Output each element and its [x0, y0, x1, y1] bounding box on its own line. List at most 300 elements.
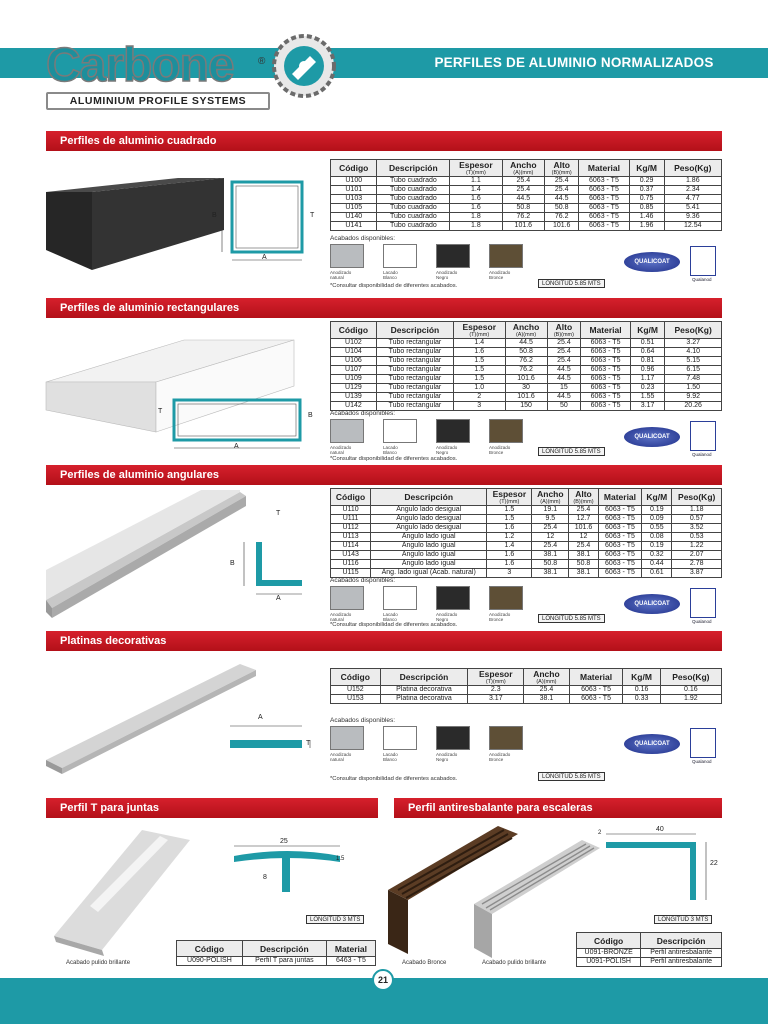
finish-swatch [489, 244, 523, 268]
col-peso: Peso(Kg) [664, 160, 721, 177]
table-cell: 6063 - T5 [579, 222, 629, 231]
table-cell: U110 [331, 506, 371, 515]
table-cell: Tubo rectangular [376, 393, 453, 402]
table-cell: 1.5 [453, 375, 505, 384]
table-cell: 2.07 [672, 551, 722, 560]
table-cell: 0.19 [642, 506, 672, 515]
table-row [331, 357, 722, 366]
qualanod-label: Qualanod [692, 277, 712, 282]
page-title: PERFILES DE ALUMINIO NORMALIZADOS [434, 55, 714, 70]
table-cell: 1.5 [487, 506, 532, 515]
table-cell: 3.17 [630, 402, 664, 411]
table-cell: 15 [547, 384, 581, 393]
table-cell: 38.1 [532, 569, 569, 578]
table-cell: 0.44 [642, 560, 672, 569]
finish-swatch-label: Anodizado natural [330, 612, 352, 622]
qualanod-logo [690, 421, 716, 451]
table-perfil-t: Código Descripción Material U090-POLISH Perfil T para juntas 6463 - T5 [176, 940, 376, 966]
section-title-angulares: Perfiles de aluminio angulares [46, 465, 722, 485]
table-cell: U104 [331, 348, 377, 357]
dim-a-label: A [262, 254, 267, 261]
table-cell: 38.1 [569, 569, 598, 578]
finish-swatch [330, 244, 364, 268]
table-cell: 1.50 [665, 384, 722, 393]
table-cell: Angulo lado igual [371, 551, 487, 560]
table-cell: 1.4 [450, 186, 502, 195]
table-cell: U103 [331, 195, 377, 204]
table-cell: 6063 - T5 [598, 524, 641, 533]
table-cell: 25.4 [532, 524, 569, 533]
table-cell: Angulo lado igual [371, 560, 487, 569]
table-cell: U129 [331, 384, 377, 393]
table-cell: 6063 - T5 [581, 393, 631, 402]
finish-swatch [383, 586, 417, 610]
table-cell: 6063 - T5 [569, 695, 623, 704]
table-cell: U091-BRONZE [577, 949, 641, 958]
table-cell: 0.75 [629, 195, 664, 204]
table-cell: 1.17 [630, 375, 664, 384]
table-platinas: Código Descripción Espesor (T)(mm) Ancho (A)(mm) Material Kg/M Peso(Kg) U152 Platina decorativa 2.3 25.4 6063 - T5 0.16 0.16 U153 Platina decorativa 3.17 38.1 6063 - T5 0.33 1.92 [330, 668, 722, 704]
table-cell: Tubo cuadrado [377, 213, 450, 222]
table-cell: 30 [505, 384, 547, 393]
table-cell: 1.4 [453, 339, 505, 348]
nosing-dim-height: 22 [710, 860, 718, 867]
table-cell: 0.96 [630, 366, 664, 375]
table-cell: 1.5 [487, 515, 532, 524]
finish-swatch-label: Anodizado natural [330, 270, 352, 280]
table-cell: 0.29 [629, 177, 664, 186]
table-cell: 6063 - T5 [598, 533, 641, 542]
acabados-label: Acabados disponibles: [330, 717, 396, 724]
table-cell: 5.15 [665, 357, 722, 366]
table-cell: 1.4 [487, 542, 532, 551]
finish-swatch [489, 586, 523, 610]
table-cell: U140 [331, 213, 377, 222]
table-cell: 6063 - T5 [581, 348, 631, 357]
table-cell: 1.22 [672, 542, 722, 551]
table-cell: 3 [453, 402, 505, 411]
col-descripcion: Descripción [377, 160, 450, 177]
stair-nosing-image [386, 824, 604, 964]
longitud-badge: LONGITUD 5.85 MTS [538, 772, 605, 781]
section-title-perfil-t: Perfil T para juntas [46, 798, 378, 818]
table-cell: 44.5 [547, 375, 581, 384]
table-cell: U106 [331, 357, 377, 366]
table-cell: U152 [331, 686, 381, 695]
table-rectangulares: Código Descripción Espesor (T)(mm) Ancho (A)(mm) Alto (B)(mm) Material Kg/M Peso(Kg) U102 Tubo rectangular 1.4 44.5 25.4 6063 - T5 0.51 3.27 U104 Tubo rectangular 1.6 50.8 25.4 6063 - T5 0.64 4.10 U106 Tubo rectangular 1.5 76.2 25.4 6063 - T5 0.81 5.15 U107 Tubo rectangular 1.5 76.2 44.5 6063 - T5 0.96 6.15 U109 Tubo rectangular 1.5 101.6 44.5 6063 - T5 1.17 7.48 U129 Tubo rectangular 1.0 30 15 6063 - T5 0.23 1.50 U139 Tubo rectangular 2 101.6 44.5 6063 - T5 1.55 9.92 U142 Tubo rectangular 3 150 50 6063 - T5 3.17 20.26 [330, 321, 722, 411]
t-dim-height: 8 [263, 874, 267, 881]
table-cell: 6063 - T5 [581, 375, 631, 384]
table-cell: 38.1 [524, 695, 570, 704]
table-cell: 2.34 [664, 186, 721, 195]
finish-swatch [383, 419, 417, 443]
table-cell: 1.6 [450, 204, 502, 213]
table-cell: 25.4 [502, 177, 545, 186]
qualicoat-logo: QUALICOAT [624, 594, 680, 614]
t-dim-thickness: 1.5 [336, 856, 345, 862]
table-cell: 101.6 [569, 524, 598, 533]
table-cell: Perfil antiresbalante [641, 949, 722, 958]
col-material: Material [579, 160, 629, 177]
table-cell: 6063 - T5 [579, 186, 629, 195]
table-cell: U111 [331, 515, 371, 524]
table-cell: 1.46 [629, 213, 664, 222]
table-row [331, 533, 722, 542]
qualanod-logo [690, 246, 716, 276]
table-cell: 1.8 [450, 222, 502, 231]
logo-subtitle: ALUMINIUM PROFILE SYSTEMS [69, 95, 247, 107]
table-cell: 0.37 [629, 186, 664, 195]
qualicoat-logo: QUALICOAT [624, 427, 680, 447]
table-cell: 50 [547, 402, 581, 411]
table-row [331, 366, 722, 375]
finish-swatch-label: Lacado Blanco [383, 270, 398, 280]
table-cell: 76.2 [505, 366, 547, 375]
table-cell: 0.33 [623, 695, 660, 704]
table-cell: 25.4 [547, 357, 581, 366]
table-cell: 12.7 [569, 515, 598, 524]
longitud-badge: LONGITUD 5.85 MTS [538, 614, 605, 623]
caption-pulido: Acabado pulido brillante [66, 960, 131, 966]
table-cell: Angulo lado desigual [371, 506, 487, 515]
table-cell: 6063 - T5 [579, 195, 629, 204]
table-cell: 1.96 [629, 222, 664, 231]
table-cell: Tubo cuadrado [377, 204, 450, 213]
finish-swatch [436, 586, 470, 610]
table-cell: 0.09 [642, 515, 672, 524]
table-cell: Platina decorativa [380, 686, 468, 695]
table-cell: U105 [331, 204, 377, 213]
qualanod-label: Qualanod [692, 759, 712, 764]
table-cell: Tubo cuadrado [377, 186, 450, 195]
table-cell: 2.78 [672, 560, 722, 569]
table-cell: 25.4 [547, 348, 581, 357]
col-ancho: Ancho (A)(mm) [502, 160, 545, 177]
table-cell: 0.85 [629, 204, 664, 213]
table-cell: U112 [331, 524, 371, 533]
table-antiresbalante: Código Descripción U091-BRONZE Perfil antiresbalante U091-POLISH Perfil antiresbalante [576, 932, 722, 967]
table-row [331, 213, 722, 222]
table-cell: U116 [331, 560, 371, 569]
longitud-badge: LONGITUD 5.85 MTS [538, 279, 605, 288]
longitud-badge-nosing: LONGITUD 3 MTS [654, 915, 712, 924]
qualicoat-logo: QUALICOAT [624, 252, 680, 272]
table-row [331, 551, 722, 560]
table-cell: 0.61 [642, 569, 672, 578]
finish-swatch-label: Lacado Blanco [383, 612, 398, 622]
table-cell: 1.92 [660, 695, 721, 704]
finish-swatch-label: Anodizado Negro [436, 612, 458, 622]
section-title-rectangulares: Perfiles de aluminio rectangulares [46, 298, 722, 318]
table-cell: 44.5 [547, 393, 581, 402]
table-row [331, 695, 722, 704]
table-cell: Angulo lado igual [371, 542, 487, 551]
finish-swatch-label: Anodizado Bronce [489, 612, 511, 622]
table-cell: 25.4 [502, 186, 545, 195]
table-cell: 5.41 [664, 204, 721, 213]
table-cell: 1.0 [453, 384, 505, 393]
table-cell: 1.55 [630, 393, 664, 402]
nosing-dim-width: 40 [656, 826, 664, 833]
table-cell: U100 [331, 177, 377, 186]
table-cell: U141 [331, 222, 377, 231]
table-cell: 6063 - T5 [581, 402, 631, 411]
dim-t-label: T [276, 510, 281, 517]
table-cell: 4.10 [665, 348, 722, 357]
dim-b-label: B [230, 560, 235, 567]
table-cell: 0.23 [630, 384, 664, 393]
table-cell: U101 [331, 186, 377, 195]
table-cell: Tubo cuadrado [377, 177, 450, 186]
table-cell: 0.53 [672, 533, 722, 542]
table-cell: 0.16 [660, 686, 721, 695]
availability-note: *Consultar disponibilidad de diferentes acabados. [330, 776, 458, 782]
dim-a-label: A [234, 443, 239, 450]
table-cell: 1.8 [450, 213, 502, 222]
table-cell: 2.3 [468, 686, 524, 695]
longitud-badge: LONGITUD 5.85 MTS [538, 447, 605, 456]
table-cell: 6063 - T5 [598, 542, 641, 551]
table-angulares: Código Descripción Espesor (T)(mm) Ancho (A)(mm) Alto (B)(mm) Material Kg/M Peso(Kg) U110 Angulo lado desigual 1.5 19.1 25.4 6063 - T5 0.19 1.18 U111 Angulo lado desigual 1.5 9.5 12.7 6063 - T5 0.09 0.57 U112 Angulo lado desigual 1.6 25.4 101.6 6063 - T5 0.55 3.52 U113 Angulo lado igual 1.2 12 12 6063 - T5 0.08 0.53 U114 Angulo lado igual 1.4 25.4 25.4 6063 - T5 0.19 1.22 U143 Angulo lado igual 1.6 38.1 38.1 6063 - T5 0.32 2.07 U116 Angulo lado igual 1.6 50.8 50.8 6063 - T5 0.44 2.78 U115 Ang. lado igual (Acab. natural) 3 38.1 38.1 6063 - T5 0.61 3.87 [330, 488, 722, 578]
table-cell: 3.52 [672, 524, 722, 533]
table-cell: 38.1 [532, 551, 569, 560]
caption-bronce: Acabado Bronce [402, 960, 447, 966]
col-espesor: Espesor (T)(mm) [450, 160, 502, 177]
table-cell: Platina decorativa [380, 695, 468, 704]
finish-swatch [383, 244, 417, 268]
table-cell: 25.4 [569, 542, 598, 551]
table-cell: 6063 - T5 [598, 560, 641, 569]
table-cell: 6063 - T5 [579, 177, 629, 186]
col-alto: Alto (B)(mm) [545, 160, 579, 177]
table-row [331, 515, 722, 524]
table-cell: 25.4 [532, 542, 569, 551]
dim-t-label: T [310, 212, 315, 219]
table-cell: Tubo rectangular [376, 375, 453, 384]
table-cell: 1.18 [672, 506, 722, 515]
saw-blade-icon [268, 30, 340, 102]
table-cell: 6063 - T5 [581, 339, 631, 348]
table-cell: U153 [331, 695, 381, 704]
finish-swatch [436, 244, 470, 268]
brand-logo: Carbone [46, 39, 234, 92]
table-cell: U109 [331, 375, 377, 384]
table-row [331, 560, 722, 569]
finish-swatch-label: Anodizado natural [330, 445, 352, 455]
table-cell: 0.55 [642, 524, 672, 533]
table-cell: U114 [331, 542, 371, 551]
table-cell: Tubo rectangular [376, 357, 453, 366]
table-cell: Perfil T para juntas [242, 957, 326, 966]
finish-swatch [436, 419, 470, 443]
table-cell: 4.77 [664, 195, 721, 204]
table-row [331, 524, 722, 533]
section-title-cuadrado: Perfiles de aluminio cuadrado [46, 131, 722, 151]
table-cell: 0.19 [642, 542, 672, 551]
finish-swatch-label: Anodizado Bronce [489, 270, 511, 280]
table-row [331, 542, 722, 551]
table-cell: 6063 - T5 [598, 551, 641, 560]
longitud-badge-t: LONGITUD 3 MTS [306, 915, 364, 924]
angle-profile-image [44, 490, 314, 620]
table-row [331, 177, 722, 186]
table-cell: 44.5 [545, 195, 579, 204]
table-cell: Tubo cuadrado [377, 222, 450, 231]
table-cell: 0.64 [630, 348, 664, 357]
col-codigo: Código [331, 160, 377, 177]
table-cell: 12.54 [664, 222, 721, 231]
table-cell: 3.17 [468, 695, 524, 704]
table-cell: 1.6 [487, 524, 532, 533]
table-cell: 1.5 [453, 366, 505, 375]
table-cell: 1.6 [487, 560, 532, 569]
dim-a-label: A [258, 714, 263, 721]
table-cell: 25.4 [569, 506, 598, 515]
table-cell: 76.2 [545, 213, 579, 222]
table-cell: U090-POLISH [177, 957, 243, 966]
table-cell: U143 [331, 551, 371, 560]
finish-swatch [489, 726, 523, 750]
table-cell: 6463 - T5 [326, 957, 375, 966]
finish-swatch-label: Anodizado Negro [436, 270, 458, 280]
finish-swatch [436, 726, 470, 750]
table-cell: Perfil antiresbalante [641, 958, 722, 967]
dim-t-label: T [306, 740, 311, 747]
table-cell: 101.6 [505, 393, 547, 402]
table-cell: 6063 - T5 [579, 204, 629, 213]
section-title-platinas: Platinas decorativas [46, 631, 722, 651]
square-tube-image [44, 170, 314, 270]
nosing-dim-thickness: 2 [598, 830, 602, 836]
table-row [331, 506, 722, 515]
finish-swatch-label: Anodizado Bronce [489, 445, 511, 455]
table-cell: 76.2 [505, 357, 547, 366]
table-cell: 6063 - T5 [581, 357, 631, 366]
acabados-label: Acabados disponibles: [330, 235, 396, 242]
table-cuadrado [330, 159, 722, 231]
table-cell: 19.1 [532, 506, 569, 515]
flat-bar-image [44, 660, 324, 780]
table-cell: 150 [505, 402, 547, 411]
table-cell: Tubo cuadrado [377, 195, 450, 204]
table-cell: 101.6 [545, 222, 579, 231]
table-cell: 25.4 [547, 339, 581, 348]
acabados-label: Acabados disponibles: [330, 577, 396, 584]
dim-b-label: B [308, 412, 313, 419]
table-row [331, 204, 722, 213]
table-row [331, 186, 722, 195]
table-cell: 1.2 [487, 533, 532, 542]
table-row [177, 957, 376, 966]
qualanod-label: Qualanod [692, 452, 712, 457]
table-cell: 6063 - T5 [598, 569, 641, 578]
table-cell: 44.5 [547, 366, 581, 375]
table-cell: 6063 - T5 [598, 506, 641, 515]
finish-swatch [330, 419, 364, 443]
finish-swatch-label: Anodizado natural [330, 752, 352, 762]
table-cell: 38.1 [569, 551, 598, 560]
table-cell: 0.51 [630, 339, 664, 348]
table-cell: 2 [453, 393, 505, 402]
table-cell: 25.4 [545, 177, 579, 186]
availability-note: *Consultar disponibilidad de diferentes acabados. [330, 283, 458, 289]
table-cell: 1.86 [664, 177, 721, 186]
table-cell: 1.6 [450, 195, 502, 204]
table-cell: Tubo rectangular [376, 339, 453, 348]
dim-a-label: A [276, 595, 281, 602]
table-cell: Tubo rectangular [376, 366, 453, 375]
table-cell: 50.8 [545, 204, 579, 213]
table-cell: 44.5 [505, 339, 547, 348]
table-cell: U139 [331, 393, 377, 402]
table-cell: 25.4 [524, 686, 570, 695]
table-cell: 0.08 [642, 533, 672, 542]
dim-t-label: T [158, 408, 163, 415]
table-cell: 1.6 [487, 551, 532, 560]
caption-pulido-nosing: Acabado pulido brillante [482, 960, 547, 966]
rect-tube-image [44, 336, 320, 456]
table-cell: 50.8 [502, 204, 545, 213]
table-cell: 9.5 [532, 515, 569, 524]
table-row [331, 375, 722, 384]
finish-swatch [489, 419, 523, 443]
table-cell: 3 [487, 569, 532, 578]
section-title-antiresbalante: Perfil antiresbalante para escaleras [394, 798, 722, 818]
page-number: 21 [372, 969, 394, 991]
availability-note: *Consultar disponibilidad de diferentes acabados. [330, 622, 458, 628]
table-cell: U142 [331, 402, 377, 411]
table-row [331, 393, 722, 402]
table-cell: 7.48 [665, 375, 722, 384]
table-row [331, 348, 722, 357]
table-row [331, 195, 722, 204]
table-cell: Ang. lado igual (Acab. natural) [371, 569, 487, 578]
finish-swatch-label: Anodizado Negro [436, 445, 458, 455]
table-cell: 101.6 [505, 375, 547, 384]
table-cell: Tubo rectangular [376, 402, 453, 411]
table-row [331, 384, 722, 393]
table-cell: 6063 - T5 [581, 384, 631, 393]
t-dim-width: 25 [280, 838, 288, 845]
table-cell: 6.15 [665, 366, 722, 375]
table-cell: 6063 - T5 [598, 515, 641, 524]
table-cell: 12 [569, 533, 598, 542]
table-cell: 6063 - T5 [581, 366, 631, 375]
acabados-label: Acabados disponibles: [330, 410, 396, 417]
table-cell: Angulo lado desigual [371, 515, 487, 524]
finish-swatch-label: Lacado Blanco [383, 445, 398, 455]
table-cell: 1.6 [453, 348, 505, 357]
table-row [577, 949, 722, 958]
table-cell: 0.16 [623, 686, 660, 695]
table-cell: U102 [331, 339, 377, 348]
table-cell: Tubo rectangular [376, 348, 453, 357]
finish-swatch [330, 726, 364, 750]
finish-swatch-label: Anodizado Bronce [489, 752, 511, 762]
table-cell: 50.8 [505, 348, 547, 357]
table-cell: 76.2 [502, 213, 545, 222]
col-kgm: Kg/M [629, 160, 664, 177]
finish-swatch-label: Anodizado Negro [436, 752, 458, 762]
table-cell: 9.92 [665, 393, 722, 402]
qualicoat-logo: QUALICOAT [624, 734, 680, 754]
stair-nosing-section-diagram [596, 826, 722, 906]
table-row [577, 958, 722, 967]
registered-mark: ® [258, 56, 266, 67]
table-cell: 3.27 [665, 339, 722, 348]
qualanod-logo [690, 728, 716, 758]
table-cell: 6063 - T5 [579, 213, 629, 222]
